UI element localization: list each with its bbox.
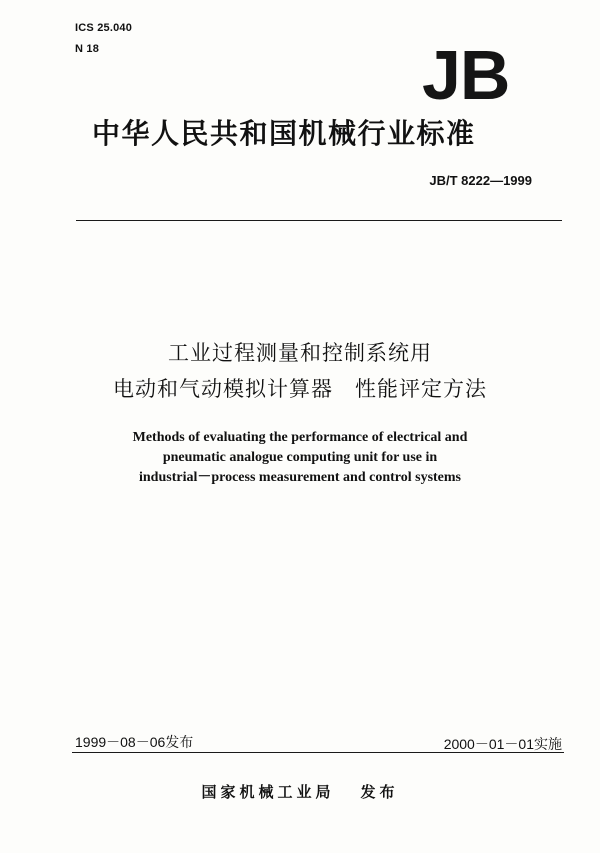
document-title-en-line3: industrial－process measurement and control systems (139, 470, 461, 485)
issue-date: 1999－08－06发布 (75, 734, 194, 750)
document-title-en-line1: Methods of evaluating the performance of electrical and (132, 430, 468, 445)
ccs-code: N 18 (75, 43, 100, 55)
footer-divider (72, 752, 564, 753)
standard-number: JB/T 8222—1999 (429, 173, 532, 188)
publisher-line (0, 781, 600, 802)
standard-category-title: 中华人民共和国机械行业标准 (92, 117, 476, 150)
ics-code: ICS 25.040 (75, 22, 133, 34)
header-divider (76, 220, 562, 221)
publish-action: 发布 (360, 783, 399, 801)
document-title-en-line2: pneumatic analogue computing unit for use in (162, 450, 438, 465)
implementation-date: 2000－01－01实施 (443, 736, 562, 752)
document-title-cn-line2: 电动和气动模拟计算器 性能评定方法 (113, 377, 487, 401)
document-title-cn-line1: 工业过程测量和控制系统用 (168, 341, 432, 365)
publisher-name: 国家机械工业局 (201, 783, 335, 801)
jb-logo: JB (422, 36, 510, 114)
